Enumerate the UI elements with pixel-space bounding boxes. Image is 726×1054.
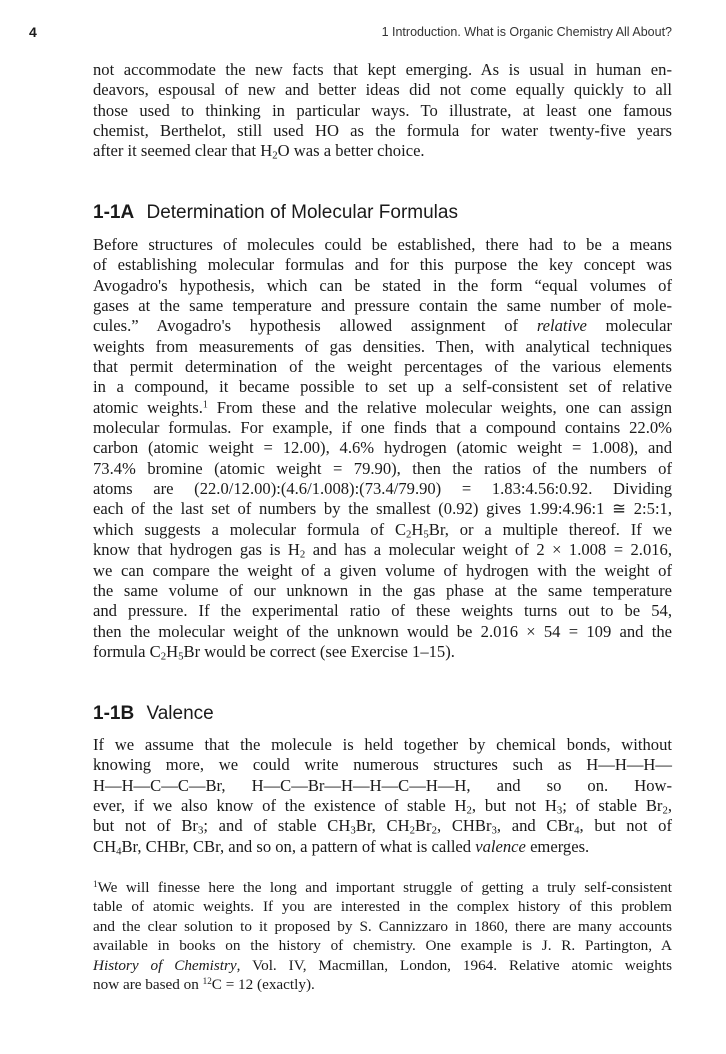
section-heading-1-1b <box>93 703 214 725</box>
text-line: not accommodate the new facts that kept emerging. As is usual in human en- <box>93 60 672 79</box>
section-heading-1-1a <box>93 202 458 224</box>
paragraph-continuation <box>93 60 672 162</box>
text-line: available in books on the history of chemistry. One example is J. R. Partington, A <box>93 937 672 955</box>
text-line: cules.” Avogadro's hypothesis allowed assignment of relative molecular <box>93 316 672 336</box>
page-number: 4 <box>29 24 37 40</box>
section-title: Valence <box>146 703 214 724</box>
text-line: the same volume of our unknown in the gas phase at the same temperature <box>93 580 672 600</box>
text-line: History of Chemistry, Vol. IV, Macmillan, London, 1964. Relative atomic weights <box>93 956 672 974</box>
paragraph-valence <box>93 735 672 857</box>
text-line: those used to thinking in particular ways. To illustrate, at least one famous <box>93 100 672 120</box>
section-title: Determination of Molecular Formulas <box>146 202 458 223</box>
text-line: 73.4% bromine (atomic weight = 79.90), then the ratios of the numbers of <box>93 458 672 478</box>
text-line: then the molecular weight of the unknown would be 2.016 × 54 = 109 and the <box>93 621 672 641</box>
text-line: H—H—C—C—Br, H—C—Br—H—H—C—H—H, and so on. How- <box>93 775 672 795</box>
paragraph-molecular-formulas <box>93 235 672 662</box>
text-line: that permit determination of the weight percentages of the various elements <box>93 357 672 377</box>
text-line: and pressure. If the experimental ratio of these weights turns out to be 54, <box>93 601 672 621</box>
text-line: molecular formulas. For example, if one finds that a compound contains 22.0% <box>93 418 672 438</box>
text-line: $CH_4Br$, CHBr, CBr, and so on, a pattern of what is called valence emerges. <box>93 836 590 858</box>
text-line: we can compare the weight of a given volume of hydrogen with the weight of <box>93 560 672 580</box>
text-line: deavors, espousal of new and better ideas did not come equally quickly to all <box>93 80 672 100</box>
running-head: 1 Introduction. What is Organic Chemistry All About? <box>381 25 672 39</box>
section-number: 1-1A <box>93 202 135 223</box>
text-line: If we assume that the molecule is held together by chemical bonds, without <box>93 735 672 754</box>
text-line: weights from measurements of gas densities. Then, with analytical techniques <box>93 336 672 356</box>
text-line: which suggests a molecular formula of $C_2H_5Br$, or a multiple thereof. If we <box>93 519 673 541</box>
text-line: atoms are (22.0/12.00):(4.6/1.008):(73.4/79.90) = 1.83:4.56:0.92. Dividing <box>93 479 672 499</box>
text-line: ever, if we also know of the existence of stable $H_2$, but not $H_3$; of stable $Br_2$, <box>93 796 672 817</box>
text-line: $^1$We will finesse here the long and important struggle of getting a truly self-consistent <box>93 878 672 896</box>
text-line: atomic weights.$^1$ From these and the relative molecular weights, one can assign <box>93 397 672 417</box>
text-line: chemist, Berthelot, still used HO as the formula for water twenty-five years <box>93 121 672 141</box>
text-line: and the clear solution to it proposed by S. Cannizzaro in 1860, there are many accounts <box>93 917 672 935</box>
text-line: formula $C_2H_5Br$ would be correct (see Exercise 1–15). <box>93 641 455 663</box>
text-line: Before structures of molecules could be established, there had to be a means <box>93 235 672 254</box>
text-line: carbon (atomic weight = 12.00), 4.6% hydrogen (atomic weight = 1.008), and <box>93 438 672 458</box>
text-line: know that hydrogen gas is $H_2$ and has a molecular weight of 2 × 1.008 = 2.016, <box>93 540 672 561</box>
text-line: of establishing molecular formulas and for this purpose the key concept was <box>93 255 672 275</box>
section-number: 1-1B <box>93 703 135 724</box>
text-line: but not of $Br_3$; and of stable $CH_3Br$, $CH_2Br_2$, CHBr$_3$, and CBr$_4$, but not of <box>93 816 672 838</box>
text-line: each of the last set of numbers by the smallest (0.92) gives 1.99:4.96:1 ≅ 2:5:1, <box>93 499 672 519</box>
text-line: now are based on $^{12}$C = 12 (exactly). <box>93 975 315 993</box>
text-line: knowing more, we could write numerous structures such as H—H—H— <box>93 755 672 775</box>
text-line: after it seemed clear that $H_2O$ was a better choice. <box>93 141 425 163</box>
footnote <box>93 878 672 994</box>
text-line: Avogadro's hypothesis, which can be stated in the form “equal volumes of <box>93 275 672 295</box>
text-line: in a compound, it became possible to set up a self-consistent set of relative <box>93 377 672 397</box>
text-line: table of atomic weights. If you are interested in the complex history of this problem <box>93 898 672 916</box>
text-line: gases at the same temperature and pressure contain the same number of mole- <box>93 296 672 316</box>
